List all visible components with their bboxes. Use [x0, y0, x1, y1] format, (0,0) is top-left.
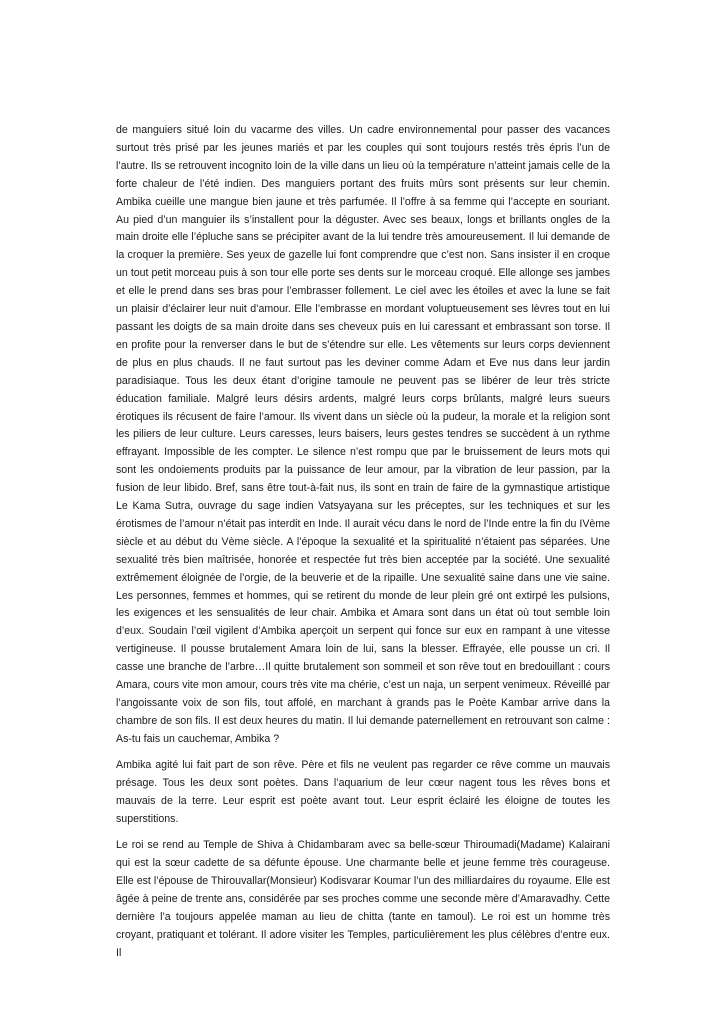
paragraph-1: de manguiers situé loin du vacarme des villes. Un cadre environnemental pour passer des vacances surtout très prisé par les jeunes mariés et par les couples qui sont toujours restés très épris l’un de l’autre. Ils se retrouvent incognito loin de la ville dans un lieu où la température n’atteint jamais celle de la forte chaleur de l’été indien. Des manguiers portant des fruits mûrs sont présents sur leur chemin. Ambika cueille une mangue bien jaune et très parfumée. Il l’offre à sa femme qui l’accepte en souriant. Au pied d’un manguier ils s’installent pour la déguster. Avec ses beaux, longs et brillants ongles de la main droite elle l’épluche sans se précipiter avant de la lui tendre très amoureusement. Il lui demande de la croquer la première. Ses yeux de gazelle lui font comprendre que c’est non. Sans insister il en croque un tout petit morceau puis à son tour elle porte ses dents sur le morceau croqué. Elle allonge ses jambes et elle le prend dans ses bras pour l’embrasser follement. Le ciel avec les étoiles et avec la lune se fait un plaisir d’éclairer leur nuit d’amour. Elle l’embrasse en mordant voluptueusement ses lèvres tout en lui passant les doigts de sa main droite dans ses cheveux puis en lui caressant et embrassant son torse. Il en profite pour la renverser dans le but de s’étendre sur elle. Les vêtements sur leurs corps deviennent de plus en plus chauds. Il ne faut surtout pas les deviner comme Adam et Eve nus dans leur jardin paradisiaque. Tous les deux étant d’origine tamoule ne peuvent pas se libérer de leur très stricte éducation familiale. Malgré leurs désirs ardents, malgré leurs corps brûlants, malgré leurs sueurs érotiques ils récusent de faire l’amour. Ils vivent dans un siècle où la pudeur, la morale et la religion sont les piliers de leur culture. Leurs caresses, leurs baisers, leurs gestes tendres se succèdent à un rythme effrayant. Impossible de les compter. Le silence n’est rompu que par le bruissement de leurs mots qui sont les ondoiements produits par la puissance de leur amour, par la vibration de leur passion, par la fusion de leur libido. Bref, sans être tout-à-fait nus, ils sont en train de faire de la gymnastique artistique Le Kama Sutra, ouvrage du sage indien Vatsyayana sur les préceptes, sur les techniques et sur les érotismes de l’amour n’était pas interdit en Inde. Il aurait vécu dans le nord de l’Inde entre la fin du IVème siècle et au début du Vème siècle. A l’époque la sexualité et la spiritualité n’étaient pas séparées. Une sexualité très bien maîtrisée, honorée et respectée fut très bien acceptée par la société. Une sexualité extrêmement éloignée de l’orgie, de la beuverie et de la ripaille. Une sexualité saine dans une vie saine. Les personnes, femmes et hommes, qui se retirent du monde de leur plein gré ont extirpé les pulsions, les exigences et les sensualités de leur chair. Ambika et Amara sont dans un état où tout semble loin d’eux. Soudain l’œil vigilent d’Ambika aperçoit un serpent qui fonce sur eux en rampant à une vitesse vertigineuse. Il pousse brutalement Amara loin de lui, sans la blesser. Effrayée, elle pousse un cri. Il casse une branche de l’arbre…Il quitte brutalement son sommeil et son rêve tout en bredouillant : cours Amara, cours vite mon amour, cours très vite ma chérie, c’est un naja, un serpent venimeux. Réveillé par l’angoissante voix de son fils, tout affolé, en marchant à grands pas le Poète Kambar arrive dans la chambre de son fils. Il est deux heures du matin. Il lui demande paternellement en retrouvant son calme : As-tu fais un cauchemar, Ambika ?: [116, 124, 610, 745]
body-text: [116, 122, 610, 971]
paragraph-3: Le roi se rend au Temple de Shiva à Chidambaram avec sa belle-sœur Thiroumadi(Madame) Kalairani qui est la sœur cadette de sa défunte épouse. Une charmante belle et jeune femme très courageuse. Elle est l’épouse de Thirouvallar(Monsieur) Kodisvarar Koumar l’un des milliardaires du royaume. Elle est âgée à peine de trente ans, considérée par ses proches comme une seconde mère d’Amaravadhy. Cette dernière l’a toujours appelée maman au lieu de chitta (tante en tamoul). Le roi est un homme très croyant, pratiquant et tolérant. Il adore visiter les Temples, particulièrement les plus célèbres d’entre eux. Il: [116, 839, 610, 959]
paragraph-2: Ambika agité lui fait part de son rêve. Père et fils ne veulent pas regarder ce rêve comme un mauvais présage. Tous les deux sont poètes. Dans l’aquarium de leur cœur nagent tous les rêves bons et mauvais de la terre. Leur esprit est poète avant tout. Leur esprit éclairé les éloigne de toutes les superstitions.: [116, 759, 610, 825]
